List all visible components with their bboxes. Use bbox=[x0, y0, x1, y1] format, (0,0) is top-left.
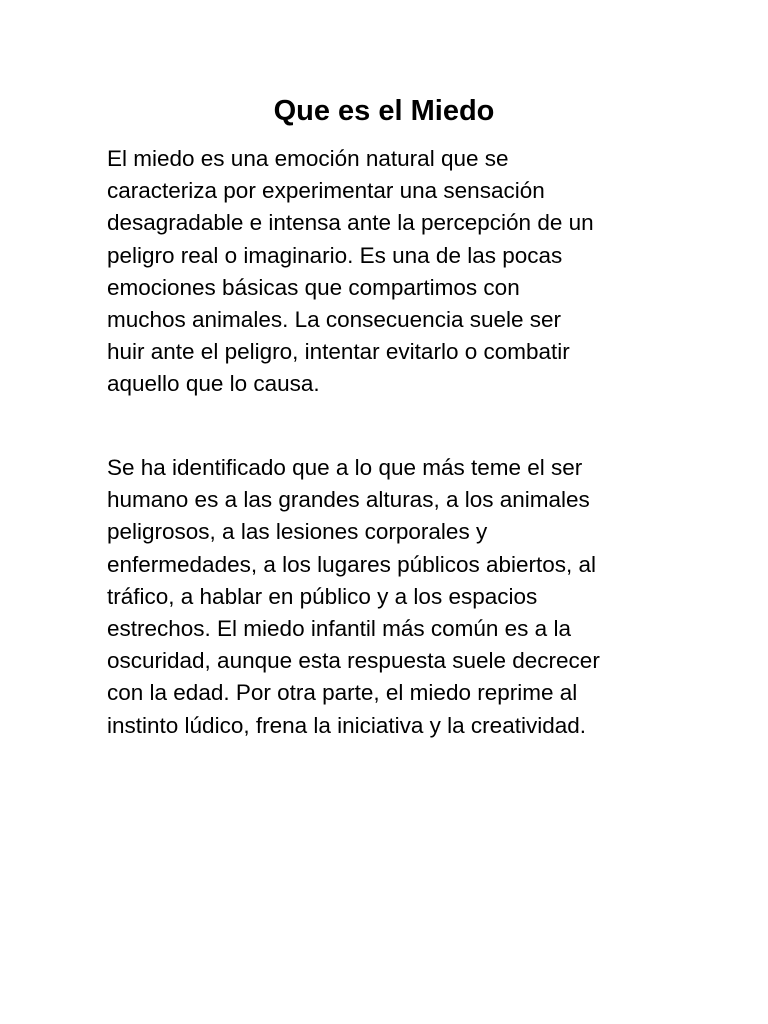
paragraph-line: huir ante el peligro, intentar evitarlo o combatir bbox=[107, 339, 570, 365]
paragraph-1 bbox=[107, 143, 707, 401]
paragraph-line: con la edad. Por otra parte, el miedo reprime al bbox=[107, 680, 578, 706]
paragraph-line: caracteriza por experimentar una sensación bbox=[107, 178, 545, 204]
paragraph-line: peligrosos, a las lesiones corporales y bbox=[107, 519, 488, 545]
paragraph-2 bbox=[107, 452, 707, 742]
paragraph-line: instinto lúdico, frena la iniciativa y la creatividad. bbox=[107, 712, 586, 738]
paragraph-line: peligro real o imaginario. Es una de las pocas bbox=[107, 242, 563, 268]
paragraph-line: estrechos. El miedo infantil más común es a la bbox=[107, 616, 571, 642]
paragraph-line: humano es a las grandes alturas, a los animales bbox=[107, 487, 590, 513]
paragraph-line: tráfico, a hablar en público y a los espacios bbox=[107, 583, 538, 609]
paragraph-line: aquello que lo causa. bbox=[107, 371, 320, 397]
paragraph-line: Se ha identificado que a lo que más teme el ser bbox=[107, 455, 583, 480]
paragraph-line: muchos animales. La consecuencia suele ser bbox=[107, 307, 561, 333]
paragraph-line: emociones básicas que compartimos con bbox=[107, 274, 520, 300]
paragraph-line: desagradable e intensa ante la percepción de un bbox=[107, 210, 594, 236]
paragraph-line: El miedo es una emoción natural que se bbox=[107, 146, 509, 171]
paragraph-line: enfermedades, a los lugares públicos abiertos, al bbox=[107, 551, 597, 577]
page-title: Que es el Miedo bbox=[273, 95, 495, 127]
paragraph-line: oscuridad, aunque esta respuesta suele decrecer bbox=[107, 648, 600, 674]
